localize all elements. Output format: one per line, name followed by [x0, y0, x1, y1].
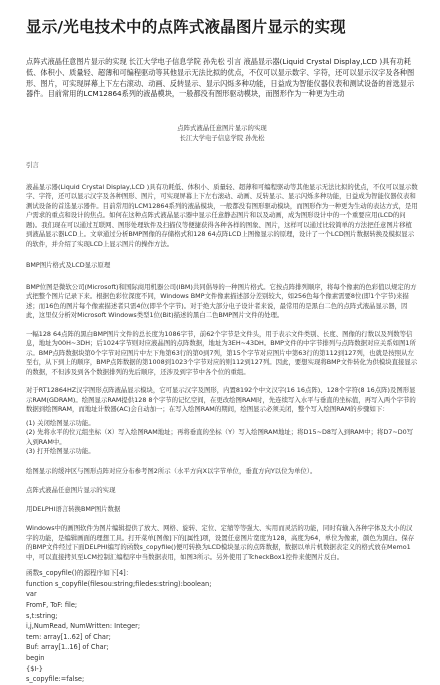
page-title: 显示/光电技术中的点阵式液晶图片显示的实现: [26, 18, 346, 36]
section-2-subtitle: 用DELPHI语言转换BMP图片数据: [26, 504, 121, 513]
code-listing: [26, 568, 418, 685]
code-line: var: [26, 590, 37, 599]
article-title: 点阵式液晶任意图片显示的实现: [177, 124, 267, 133]
code-line: begin: [26, 653, 45, 662]
intro-body: 液晶显示器(Liquid Crystal Display,LCD )具有功耗低、体积小、质量轻、超薄和可编程驱动等其他显示无法比拟的优点，不仅可以显示数字、字符，还可以显示汉字及各种图形、图片，可实现屏幕上下左右滚动、动画、反转显示、显示闪烁多种功能，日益成为智能仪器仪表和测试设备的首选显示器件。目前常用的LCM12864系列的液晶模块，一般都没有图形驱动模块，而图形作为一种更为生动的表达方式，是用户需求的重点和设计的焦点。如何在这种点阵式液晶显示器中显示任意静态图片和以及动画，成为图形设计中的一个重要应用(LCD的问题)。我们现在可以通过互联网、图形处理软件及扫描仪等便捷获得各种各样的图象、图片，这样可以通过比较简单的方法把任意图片移植到液晶显示器LCD上。文章通过分析BMP图像的存储格式和128 64点阵LCD上图像显示的原理，设计了一个LCD图片数据转换及模拟显示的软件，并介绍了实现LCD上显示图片的操作方法。: [26, 182, 418, 248]
abstract-paragraph: 点阵式液晶任意图片显示的实现 长江大学电子信息学院 孙先松 引言 液晶显示器(Liquid Crystal Display,LCD )具有功耗低、体积小、质量轻、超薄和可编程驱动等其他显示无法比拟的优点，不仅可以显示数字、字符，还可以显示汉字及各种图形、图片，可实现屏幕上下左右滚动、动画、反转显示、显示闪烁多种功能，日益成为智能仪器仪表和测试设备的首选显示器件。目前常用的LCM12864系列的液晶模块，一般都没有图形驱动模块，而图形作为一种更为生动: [26, 57, 415, 99]
section-2-para-1: Windows中的画图软件为图片编辑提供了放大、网格、旋转、定位、定缩等等强大、实用而灵活的功能，同时有输入各种字体及大小的汉字的功能，是编辑画面的理想工具。打开菜单[图像]下的[属性]项，设置任意图片宽度为128，高度为64，单位为像素，颜色为黑白。保存的BMP文件经过下面DELPHI编写的函数s_copyfile()便可转换为LCD模块显示的点阵数据，数据以单片机数据表定义的格式放在Memo1中，可以直接拷贝至LCM控制汇编程序中当数据表用，如图3所示。另外使用了TcheckBox1控件来使图片反白。: [26, 524, 415, 561]
article-heading: [26, 124, 418, 143]
section-2-title: 点阵式液晶任意图片显示的实现: [26, 486, 116, 495]
code-line: FromF, ToF: file;: [26, 600, 78, 609]
code-line: Buf: array[1..16] of Char;: [26, 643, 109, 652]
step-item: (2) 先将水平的位元组坐标（X）写入绘图RAM地址；再将垂直的坐标（Y）写入绘图RAM地址；将D15~D8写入到RAM中；将D7~D0写入到RAM中。: [26, 428, 414, 446]
steps-list: [26, 419, 418, 457]
step-item: (1) 关闭绘图显示功能。: [26, 418, 95, 427]
article-author: 长江大学电子信息学院 孙先松: [179, 133, 265, 142]
section-1-para-3: 对于RT12864HZ汉字图形点阵液晶显示模块，它可显示汉字及图形，内置8192个中文汉字(16 16点阵)、128个字符(8 16点阵)及图形显示RAM(GDRAM)。绘图显示RAM提供128 8个字节的记忆空间，在更改绘图RAM时，先连续写入水平与垂直的坐标值，再写入两个字节的数据到绘图RAM，而地址计数器(AC)会自动加一；在写入绘图RAM的期间，绘图显示必须关闭，整个写入绘图RAM的步骤如下：: [26, 386, 416, 414]
section-1-title: BMP图片格式及LCD显示原理: [26, 261, 111, 270]
code-line: 函数s_copyfile()的源程序如下[4]：: [26, 569, 133, 578]
code-line: tem: array[1..62] of Char;: [26, 632, 111, 641]
code-line: function s_copyfile(filesou:string;filedes:string):boolean;: [26, 579, 212, 588]
code-line: i,j,NumRead, NumWritten: Integer;: [26, 622, 141, 631]
section-1-para-2: 一幅128 64点阵的黑白BMP图片文件的总长度为1086字节，前62个字节是文件头，用于表示文件类别、长度、图像的行数以及列数等信息，地址为00H~3DH；后1024字节则对应液晶图的点阵数据，地址为3EH~43DH。BMP文件的中字节排列与点阵数据对应关系如图1所示。BMP点阵数据块第0个字节对应图片中左下角第63行的第0到7列，第15个字节对应图片中第63行的第112到127列，也就是按照从左至右，从下到上的顺序，BMP点阵数据的第1008到1023个字节对应的则112到127列。因此，要想实现将BMP文件转化为供模块直接显示的数据，不但涉及到各个数据排列的先后顺序，还涉及到字节中各个位的重组。: [26, 329, 418, 376]
code-line: {$I-}: [26, 664, 43, 673]
section-1-para-4: 绘图显示的缓冲区与图形点阵对应分布参考图2所示（水平方向X以字节单位，垂直方向Y以位为单位）。: [26, 466, 317, 475]
step-item: (3) 打开绘图显示功能。: [26, 447, 95, 456]
intro-label: 引言: [26, 161, 39, 170]
section-1-para-1: BMP位图是微软公司(Microsoft)和国际商用机器公司(IBM)共同倡导的一种图片格式。它按点阵排列顺序，将每个像素的色彩值以规定的方式把整个图片记录下来。根据色彩位深度不同，Windows BMP文件像素描述部分差别较大，如256色每个像素需要8位(即1个字节)来描述；而16色的图片每个像素描述者只需4位(即半个字节)。对于绝大部分电子设计者来说，最常用的是黑白二色的点阵式液晶显示器，因此，这里仅分析对Microsoft Windows类型1位(Bit)描述的黑白二色BMP图片文件的处理。: [26, 282, 417, 320]
code-line: s,t:string;: [26, 611, 58, 620]
code-line: s_copyfile:=false;: [26, 675, 85, 684]
